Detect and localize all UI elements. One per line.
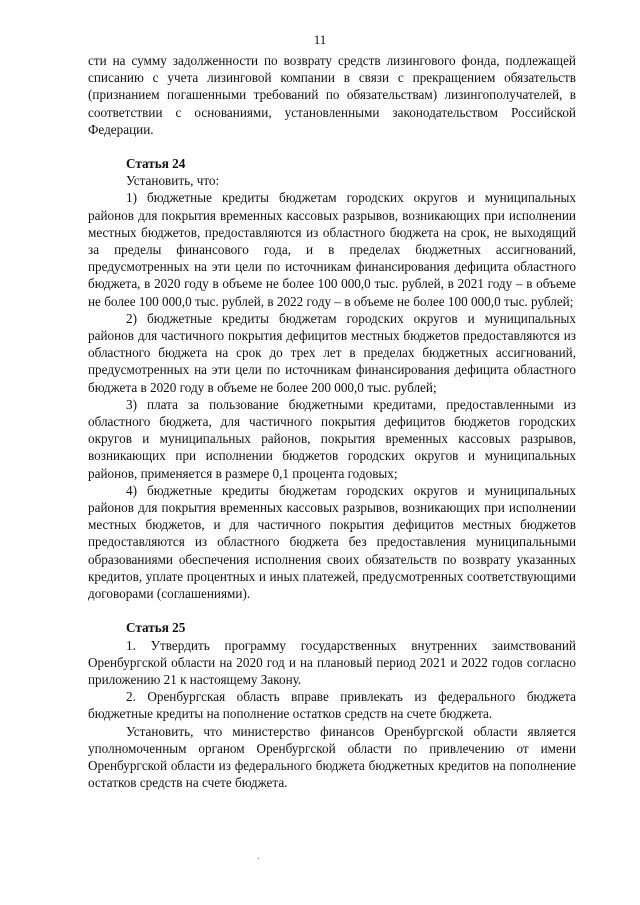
article-25-paragraph-2: 2. Оренбургская область вправе привлекать из федерального бюджета бюджетные кредиты на пополнение остатков средств на счете бюджета. xyxy=(88,689,576,722)
article-24-item-1: 1) бюджетные кредиты бюджетам городских округов и муниципальных районов для покрытия временных кассовых разрывов, возникающих при исполнении местных бюджетов, предоставляются из областного бюджета на срок, не выходящий за пределы финансового года, и в пределах бюджетных ассигнований, предусмотренных на эти цели по источникам финансирования дефицита областного бюджета, в 2020 году в объеме не более 100 000,0 тыс. рублей, в 2021 году – в объеме не более 100 000,0 тыс. рублей, в 2022 году – в объеме не более 100 000,0 тыс. рублей; xyxy=(88,190,576,309)
article-24-item-4: 4) бюджетные кредиты бюджетам городских округов и муниципальных районов для покрытия временных кассовых разрывов, возникающих при исполнении местных бюджетов, и для частичного покрытия дефицитов местных бюджетов предоставляются из областного бюджета без предоставления муниципальными образованиями обеспечения исполнения своих обязательств по возврату указанных кредитов, уплате процентных и иных платежей, предусмотренных соответствующими договорами (соглашениями). xyxy=(88,482,576,602)
article-24-item-3: 3) плата за пользование бюджетными кредитами, предоставленными из областного бюджета, для частичного покрытия дефицитов бюджетов городских округов и муниципальных районов, покрытия временных кассовых разрывов, возникающих при исполнении бюджетов городских округов и муниципальных районов, применяется в размере 0,1 процента годовых; xyxy=(88,396,576,481)
article-25-paragraph-1: 1. Утвердить программу государственных внутренних заимствований Оренбургской области на 2020 год и на плановый период 2021 и 2022 годов согласно приложению 21 к настоящему Закону. xyxy=(88,637,576,687)
intro-paragraph: сти на сумму задолженности по возврату средств лизингового фонда, подлежащей списанию с учета лизинговой компании в связи с прекращением обязательств (признанием погашенными требований по обязательствам) лизингополучателей, в соответствии с основаниями, установленными законодательством Российской Федерации. xyxy=(88,53,576,137)
article-25-paragraph-3: Установить, что министерство финансов Оренбургской области является уполномоченным органом Оренбургской области по привлечению от имени Оренбургской области из федерального бюджета бюджетных кредитов на пополнение остатков средств на счете бюджета. xyxy=(88,723,576,791)
footer-mark: . xyxy=(257,851,260,862)
document-body xyxy=(88,52,576,791)
article-24-item-2: 2) бюджетные кредиты бюджетам городских округов и муниципальных районов для частичного покрытия дефицитов местных бюджетов предоставляются из областного бюджета на срок до трех лет в пределах бюджетных ассигнований, предусмотренных на эти цели по источникам финансирования дефицита областного бюджета в 2020 году в объеме не более 200 000,0 тыс. рублей; xyxy=(88,310,576,395)
article-25-title: Статья 25 xyxy=(126,620,186,636)
page-number: 11 xyxy=(313,32,327,47)
article-24-title: Статья 24 xyxy=(126,156,186,172)
article-24-lead: Установить, что: xyxy=(126,173,220,189)
